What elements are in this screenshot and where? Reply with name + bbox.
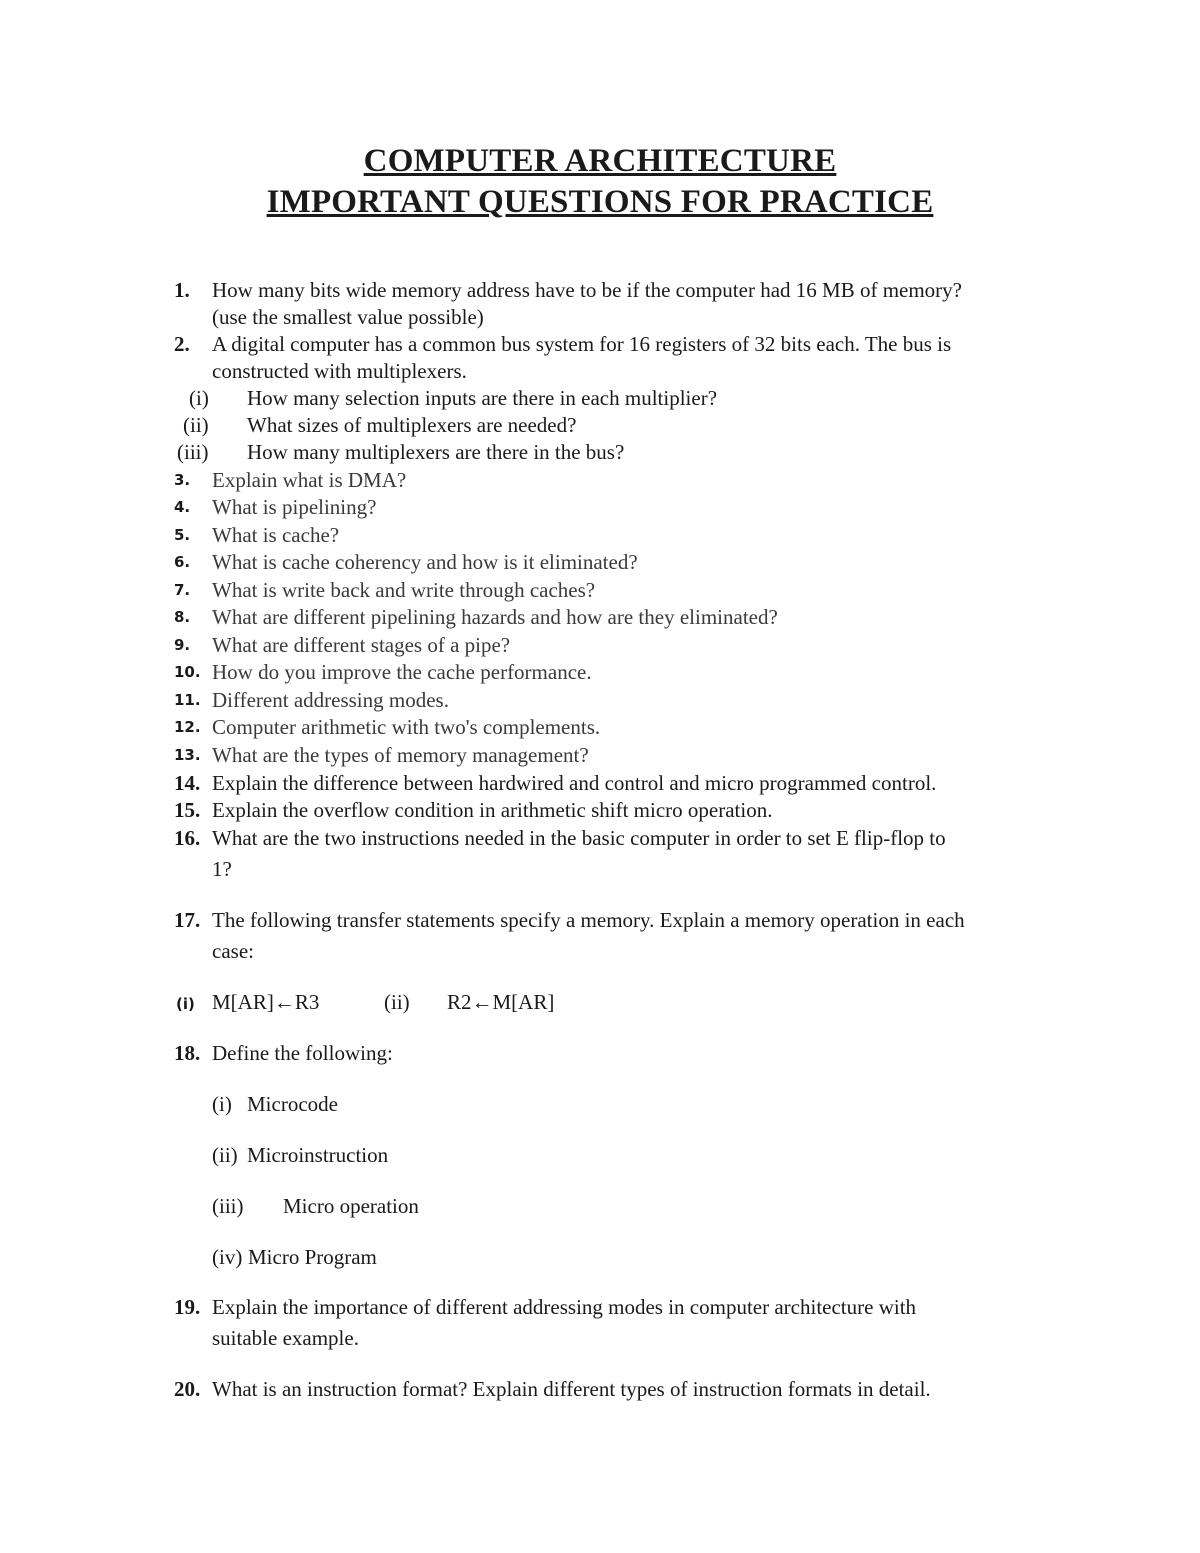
- question-text: The following transfer statements specify a memory. Explain a memory operation in each: [212, 908, 965, 932]
- sub-question-number: (ii): [183, 413, 209, 437]
- definition-term: Micro operation: [283, 1194, 419, 1218]
- sub-question-number: (iv): [212, 1245, 243, 1269]
- transfer-statement: M[AR]←R3: [212, 990, 320, 1014]
- question-text: How do you improve the cache performance.: [212, 660, 592, 684]
- question-number: 14.: [174, 771, 201, 795]
- question-text: What are the two instructions needed in the basic computer in order to set E flip-flop to: [212, 826, 946, 850]
- question-number: 9.: [174, 636, 191, 654]
- question-text-continued: constructed with multiplexers.: [212, 359, 467, 383]
- question-text: Explain the overflow condition in arithmetic shift micro operation.: [212, 798, 773, 822]
- question-text: Explain what is DMA?: [212, 468, 407, 492]
- question-text: What is cache coherency and how is it eliminated?: [212, 550, 638, 574]
- statement-number: (ii): [384, 990, 410, 1014]
- question-text: What is write back and write through caches?: [212, 578, 596, 602]
- question-number: 6.: [174, 553, 191, 571]
- question-number: 10.: [174, 663, 201, 681]
- question-text: What are the types of memory management?: [212, 743, 589, 767]
- definition-term: Micro Program: [248, 1245, 377, 1269]
- definition-term: Microinstruction: [247, 1143, 389, 1167]
- question-text: Explain the difference between hardwired and control and micro programmed control.: [212, 771, 937, 795]
- question-text: What are different stages of a pipe?: [212, 633, 511, 657]
- sub-question-number: (iii): [212, 1194, 244, 1218]
- question-text: Computer arithmetic with two's complements.: [212, 715, 601, 739]
- question-text: Different addressing modes.: [212, 688, 449, 712]
- sub-question-text: How many selection inputs are there in each multiplier?: [247, 386, 718, 410]
- question-number: 16.: [174, 826, 201, 850]
- statement-number: (i): [176, 995, 195, 1013]
- question-number: 3.: [174, 471, 191, 489]
- question-number: 11.: [174, 691, 201, 709]
- sub-question-text: How many multiplexers are there in the bus?: [247, 440, 625, 464]
- question-number: 2.: [174, 332, 190, 356]
- question-text-continued: suitable example.: [212, 1326, 359, 1350]
- question-text: How many bits wide memory address have to be if the computer had 16 MB of memory?: [212, 278, 962, 302]
- question-number: 4.: [174, 498, 191, 516]
- question-text: Define the following:: [212, 1041, 393, 1065]
- sub-question-text: What sizes of multiplexers are needed?: [247, 413, 577, 437]
- question-number: 20.: [174, 1377, 201, 1401]
- document-title: COMPUTER ARCHITECTURE: [363, 143, 837, 179]
- sub-question-number: (i): [212, 1092, 232, 1116]
- question-number: 15.: [174, 798, 201, 822]
- sub-question-number: (ii): [212, 1143, 238, 1167]
- definition-term: Microcode: [247, 1092, 338, 1116]
- question-number: 13.: [174, 746, 201, 764]
- question-number: 17.: [174, 908, 201, 932]
- transfer-statement: R2←M[AR]: [447, 990, 555, 1014]
- question-text: What is pipelining?: [212, 495, 377, 519]
- question-number: 12.: [174, 718, 201, 736]
- question-number: 7.: [174, 581, 191, 599]
- sub-question-number: (iii): [177, 440, 209, 464]
- sub-question-number: (i): [189, 386, 209, 410]
- question-text: What are different pipelining hazards and how are they eliminated?: [212, 605, 778, 629]
- question-text: A digital computer has a common bus system for 16 registers of 32 bits each. The bus is: [212, 332, 952, 356]
- question-number: 8.: [174, 608, 191, 626]
- question-text: What is an instruction format? Explain different types of instruction formats in detail.: [212, 1377, 931, 1401]
- question-number: 18.: [174, 1041, 201, 1065]
- question-number: 1.: [174, 278, 190, 302]
- question-text: Explain the importance of different addressing modes in computer architecture with: [212, 1295, 917, 1319]
- question-text: What is cache?: [212, 523, 340, 547]
- question-number: 5.: [174, 526, 191, 544]
- question-number: 19.: [174, 1295, 201, 1319]
- question-text-continued: case:: [212, 939, 254, 963]
- document-subtitle: IMPORTANT QUESTIONS FOR PRACTICE: [266, 184, 934, 220]
- question-text-continued: (use the smallest value possible): [212, 305, 484, 329]
- question-text-continued: 1?: [212, 857, 232, 881]
